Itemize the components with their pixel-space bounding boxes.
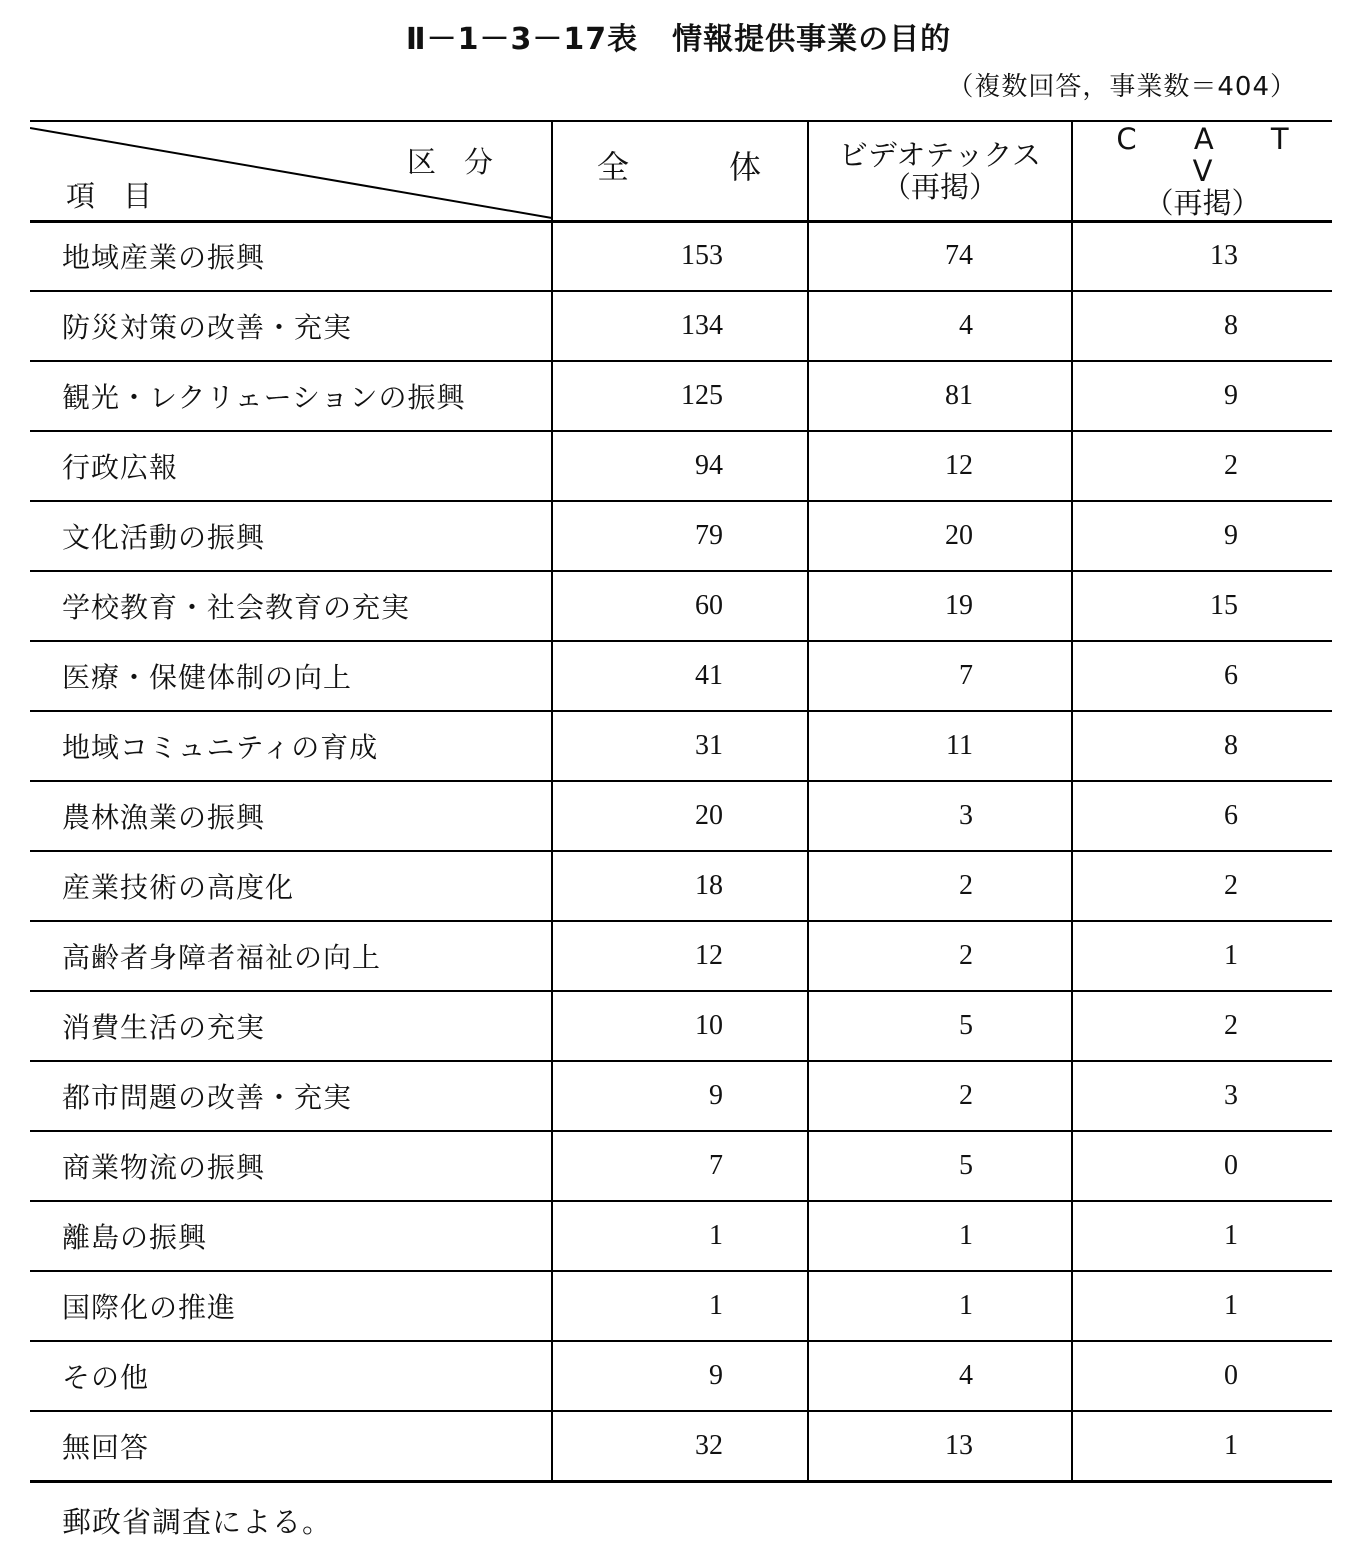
table-row: [30, 711, 1332, 781]
table-row: [30, 1061, 1332, 1131]
row-videotex-value: 74: [808, 221, 1072, 291]
row-all-value: 9: [552, 1341, 808, 1411]
table-row: [30, 1341, 1332, 1411]
row-catv-value: 3: [1072, 1061, 1332, 1131]
row-catv-value: 9: [1072, 501, 1332, 571]
row-videotex-value: 5: [808, 991, 1072, 1061]
row-catv-value: 0: [1072, 1131, 1332, 1201]
header-category-label: 区分: [406, 145, 521, 179]
row-item-label: 高齢者身障者福祉の向上: [30, 921, 552, 991]
row-item-label: 防災対策の改善・充実: [30, 291, 552, 361]
row-all-value: 10: [552, 991, 808, 1061]
row-videotex-value: 12: [808, 431, 1072, 501]
table-title: [0, 14, 1357, 58]
row-catv-value: 6: [1072, 781, 1332, 851]
row-videotex-value: 2: [808, 921, 1072, 991]
row-all-value: 9: [552, 1061, 808, 1131]
row-item-label: 学校教育・社会教育の充実: [30, 571, 552, 641]
row-item-label: 国際化の推進: [30, 1271, 552, 1341]
row-catv-value: 1: [1072, 1411, 1332, 1481]
row-item-label: その他: [30, 1341, 552, 1411]
source-note: 郵政省調査による。: [62, 1505, 333, 1539]
row-item-label: 文化活動の振興: [30, 501, 552, 571]
row-all-value: 134: [552, 291, 808, 361]
header-videotex-label: ビデオテックス: [838, 137, 1042, 172]
row-videotex-value: 3: [808, 781, 1072, 851]
row-catv-value: 1: [1072, 1201, 1332, 1271]
table-row: [30, 1201, 1332, 1271]
row-item-label: 地域産業の振興: [30, 221, 552, 291]
row-videotex-value: 1: [808, 1271, 1072, 1341]
header-item-label: 項目: [66, 179, 181, 213]
row-all-value: 153: [552, 221, 808, 291]
row-videotex-value: 81: [808, 361, 1072, 431]
table-row: [30, 221, 1332, 291]
row-item-label: 医療・保健体制の向上: [30, 641, 552, 711]
table-row: [30, 641, 1332, 711]
table-row: [30, 361, 1332, 431]
row-all-value: 12: [552, 921, 808, 991]
row-item-label: 商業物流の振興: [30, 1131, 552, 1201]
row-catv-value: 2: [1072, 991, 1332, 1061]
table-row: [30, 1411, 1332, 1481]
table-row: [30, 991, 1332, 1061]
row-videotex-value: 4: [808, 291, 1072, 361]
header-videotex: [808, 121, 1072, 221]
row-videotex-value: 1: [808, 1201, 1072, 1271]
row-catv-value: 1: [1072, 921, 1332, 991]
row-item-label: 行政広報: [30, 431, 552, 501]
table-number: Ⅱ－1－3－17表: [405, 22, 639, 57]
header-all-char-1: 全: [597, 147, 630, 186]
row-videotex-value: 11: [808, 711, 1072, 781]
row-catv-value: 1: [1072, 1271, 1332, 1341]
row-all-value: 125: [552, 361, 808, 431]
row-videotex-value: 13: [808, 1411, 1072, 1481]
row-all-value: 60: [552, 571, 808, 641]
row-videotex-value: 7: [808, 641, 1072, 711]
table-row: [30, 501, 1332, 571]
row-catv-value: 2: [1072, 431, 1332, 501]
row-videotex-value: 4: [808, 1341, 1072, 1411]
row-catv-value: 0: [1072, 1341, 1332, 1411]
table-row: [30, 921, 1332, 991]
table-title-text: 情報提供事業の目的: [672, 22, 952, 57]
header-row: [30, 121, 1332, 221]
table-row: [30, 571, 1332, 641]
table-row: [30, 781, 1332, 851]
row-videotex-value: 5: [808, 1131, 1072, 1201]
header-catv: [1072, 121, 1332, 221]
row-catv-value: 15: [1072, 571, 1332, 641]
header-videotex-note: （再掲）: [881, 169, 998, 204]
row-item-label: 地域コミュニティの育成: [30, 711, 552, 781]
row-all-value: 18: [552, 851, 808, 921]
table-body: [30, 221, 1332, 1481]
row-all-value: 94: [552, 431, 808, 501]
row-all-value: 1: [552, 1271, 808, 1341]
row-all-value: 32: [552, 1411, 808, 1481]
row-item-label: 離島の振興: [30, 1201, 552, 1271]
row-catv-value: 6: [1072, 641, 1332, 711]
row-all-value: 79: [552, 501, 808, 571]
header-all-char-2: 体: [728, 147, 761, 186]
row-catv-value: 9: [1072, 361, 1332, 431]
row-videotex-value: 2: [808, 851, 1072, 921]
table-row: [30, 431, 1332, 501]
row-item-label: 産業技術の高度化: [30, 851, 552, 921]
table-row: [30, 851, 1332, 921]
row-all-value: 41: [552, 641, 808, 711]
table-row: [30, 291, 1332, 361]
row-item-label: 観光・レクリェーションの振興: [30, 361, 552, 431]
row-catv-value: 13: [1072, 221, 1332, 291]
row-all-value: 1: [552, 1201, 808, 1271]
table-subtitle: （複数回答，事業数＝404）: [947, 72, 1297, 102]
header-corner-cell: [30, 121, 552, 221]
row-catv-value: 8: [1072, 711, 1332, 781]
row-item-label: 消費生活の充実: [30, 991, 552, 1061]
purpose-table: [30, 120, 1332, 1483]
row-all-value: 31: [552, 711, 808, 781]
row-all-value: 7: [552, 1131, 808, 1201]
table-row: [30, 1271, 1332, 1341]
header-catv-label: C A T V: [1116, 121, 1313, 188]
row-catv-value: 8: [1072, 291, 1332, 361]
header-all: [552, 121, 808, 221]
header-catv-note: （再掲）: [1144, 185, 1261, 220]
row-videotex-value: 20: [808, 501, 1072, 571]
row-item-label: 都市問題の改善・充実: [30, 1061, 552, 1131]
row-catv-value: 2: [1072, 851, 1332, 921]
row-all-value: 20: [552, 781, 808, 851]
row-videotex-value: 2: [808, 1061, 1072, 1131]
row-videotex-value: 19: [808, 571, 1072, 641]
row-item-label: 農林漁業の振興: [30, 781, 552, 851]
table-row: [30, 1131, 1332, 1201]
row-item-label: 無回答: [30, 1411, 552, 1481]
